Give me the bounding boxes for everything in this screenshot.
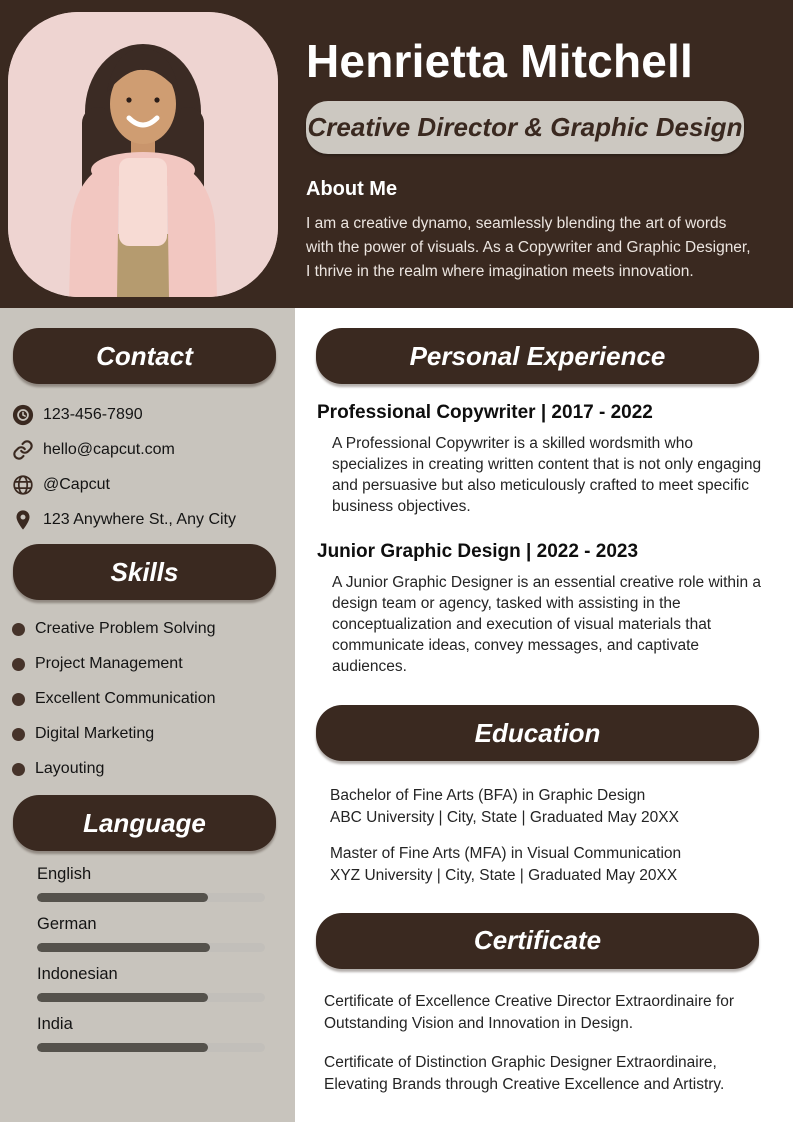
header <box>0 0 793 308</box>
contact-item-email <box>12 439 295 460</box>
language-title: Language <box>83 807 206 838</box>
about-me-heading: About Me <box>306 178 398 200</box>
certificate-entry: Certificate of Distinction Graphic Designer Extraordinaire, Elevating Brands through Creative Excellence and Artistry. <box>324 1053 725 1094</box>
link-icon <box>12 439 34 461</box>
social-handle: @Capcut <box>43 475 110 493</box>
certificate-entry: Certificate of Excellence Creative Director Extraordinaire for Outstanding Vision and Innovation in Design. <box>324 992 735 1033</box>
contact-item-address <box>12 509 295 530</box>
experience-title: Personal Experience <box>409 340 666 371</box>
language-progress-track <box>37 893 265 902</box>
header-content <box>306 34 758 284</box>
skill-item: Excellent Communication <box>12 690 295 708</box>
language-progress-fill <box>37 943 210 952</box>
phone-icon <box>12 404 34 426</box>
job-title-pill <box>306 101 744 154</box>
language-item: English <box>37 865 265 902</box>
bullet-dot-icon <box>12 623 25 636</box>
language-list <box>37 865 265 1052</box>
body <box>0 308 793 1122</box>
skill-item: Digital Marketing <box>12 725 295 743</box>
globe-icon <box>12 474 34 496</box>
education-degree: Master of Fine Arts (MFA) in Visual Communication <box>330 845 682 863</box>
certificate-section-header <box>316 913 759 969</box>
skill-item: Creative Problem Solving <box>12 620 295 638</box>
language-progress-fill <box>37 893 208 902</box>
experience-entry-heading: Professional Copywriter | 2017 - 2022 <box>317 402 653 423</box>
experience-entry-heading: Junior Graphic Design | 2022 - 2023 <box>317 541 639 562</box>
experience-section-header <box>316 328 759 384</box>
contact-section-header <box>13 328 276 384</box>
contact-title: Contact <box>96 340 193 371</box>
education-section-header <box>316 705 759 761</box>
skills-section-header <box>13 544 276 600</box>
language-progress-track <box>37 943 265 952</box>
person-name: Henrietta Mitchell <box>306 35 694 87</box>
contact-item-phone <box>12 404 295 425</box>
language-progress-track <box>37 993 265 1002</box>
bullet-dot-icon <box>12 763 25 776</box>
contact-item-social <box>12 474 295 495</box>
education-degree: Bachelor of Fine Arts (BFA) in Graphic Design <box>330 787 646 804</box>
certificate-title: Certificate <box>473 925 602 956</box>
email-address: hello@capcut.com <box>43 440 175 458</box>
language-progress-track <box>37 1043 265 1052</box>
street-address: 123 Anywhere St., Any City <box>43 510 236 528</box>
language-progress-fill <box>37 993 208 1002</box>
skills-title: Skills <box>110 556 179 587</box>
language-item: German <box>37 915 265 952</box>
profile-photo-illustration <box>8 12 278 297</box>
skills-list <box>12 620 295 778</box>
language-progress-fill <box>37 1043 208 1052</box>
bullet-dot-icon <box>12 728 25 741</box>
contact-list <box>12 404 295 530</box>
education-title: Education <box>474 717 601 748</box>
job-title-label: Creative Director & Graphic Design <box>307 112 743 142</box>
education-entry <box>330 785 767 828</box>
experience-entry-description: A Professional Copywriter is a skilled wordsmith who specializes in creating written content that is not only engaging and persuasive but also meticulously crafted to meet specific business objectives. <box>332 435 762 515</box>
education-school: ABC University | City, State | Graduated May 20XX <box>330 808 679 826</box>
language-item: India <box>37 1015 265 1052</box>
phone-number: 123-456-7890 <box>43 405 143 423</box>
profile-photo <box>8 12 278 297</box>
bullet-dot-icon <box>12 693 25 706</box>
experience-entry-description: A Junior Graphic Designer is an essential creative role within a design team or agency, tasked with assisting in the conceptualization and execution of visual materials that communicate ideas, convey messages, and captivate audiences. <box>332 574 762 675</box>
education-entry <box>330 843 767 886</box>
language-section-header <box>13 795 276 851</box>
main-column <box>295 308 793 1122</box>
location-icon <box>12 509 34 531</box>
about-me-text: I am a creative dynamo, seamlessly blending the art of words with the power of visuals. As a Copywriter and Graphic Designer, I thrive in the realm where imagination meets innovation. <box>306 215 751 281</box>
bullet-dot-icon <box>12 658 25 671</box>
skill-item: Project Management <box>12 655 295 673</box>
language-item: Indonesian <box>37 965 265 1002</box>
skill-item: Layouting <box>12 760 295 778</box>
sidebar <box>0 308 295 1122</box>
education-school: XYZ University | City, State | Graduated May 20XX <box>330 867 678 885</box>
